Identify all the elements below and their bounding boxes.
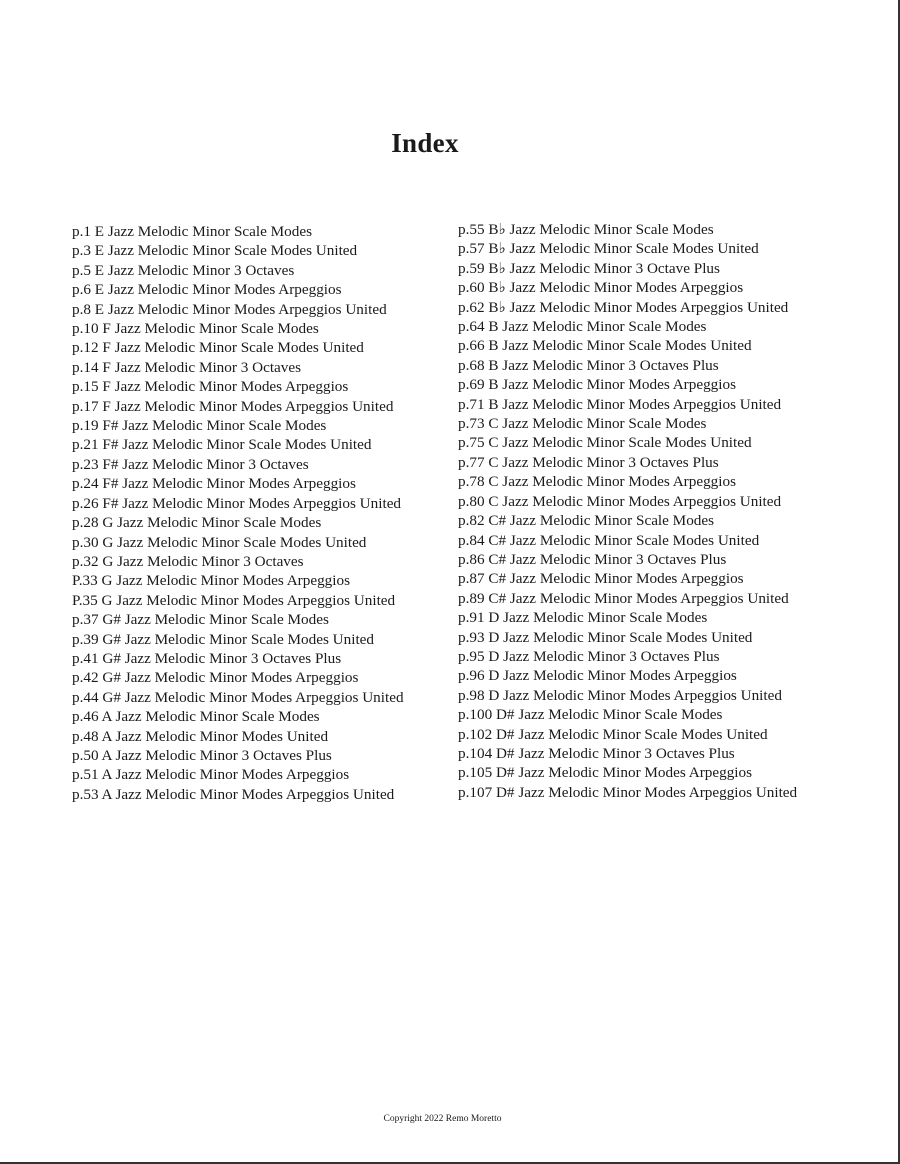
index-entry: p.98 D Jazz Melodic Minor Modes Arpeggios United <box>458 686 782 704</box>
index-entry: p.32 G Jazz Melodic Minor 3 Octaves <box>72 552 304 570</box>
index-entry: p.91 D Jazz Melodic Minor Scale Modes <box>458 609 708 627</box>
index-entry: p.78 C Jazz Melodic Minor Modes Arpeggios <box>458 473 736 491</box>
index-entry: p.12 F Jazz Melodic Minor Scale Modes United <box>72 339 364 357</box>
index-entry: p.50 A Jazz Melodic Minor 3 Octaves Plus <box>72 746 332 764</box>
index-entry: p.17 F Jazz Melodic Minor Modes Arpeggios United <box>72 397 394 415</box>
index-entry: p.30 G Jazz Melodic Minor Scale Modes United <box>72 533 367 551</box>
index-entry: P.33 G Jazz Melodic Minor Modes Arpeggios <box>72 572 350 590</box>
index-entry: p.1 E Jazz Melodic Minor Scale Modes <box>72 223 312 240</box>
index-entry: p.51 A Jazz Melodic Minor Modes Arpeggios <box>72 766 350 784</box>
index-entry: p.46 A Jazz Melodic Minor Scale Modes <box>72 708 320 726</box>
index-entry: p.69 B Jazz Melodic Minor Modes Arpeggios <box>458 376 736 394</box>
index-entry: p.8 E Jazz Melodic Minor Modes Arpeggios United <box>72 300 387 318</box>
index-entry: p.93 D Jazz Melodic Minor Scale Modes United <box>458 628 753 646</box>
index-entry: p.105 D# Jazz Melodic Minor Modes Arpeggios <box>458 764 753 782</box>
index-entry: p.87 C# Jazz Melodic Minor Modes Arpeggios <box>458 570 744 588</box>
index-entry: p.24 F# Jazz Melodic Minor Modes Arpeggios <box>72 475 356 493</box>
index-column-left <box>72 222 404 804</box>
index-entry: p.41 G# Jazz Melodic Minor 3 Octaves Plus <box>72 649 342 667</box>
index-entry: p.53 A Jazz Melodic Minor Modes Arpeggios United <box>72 785 395 803</box>
copyright-notice: Copyright 2022 Remo Moretto <box>383 1114 502 1124</box>
index-entry: p.37 G# Jazz Melodic Minor Scale Modes <box>72 611 329 629</box>
index-entry: p.66 B Jazz Melodic Minor Scale Modes United <box>458 337 752 355</box>
index-column-right <box>458 220 797 802</box>
index-entry: p.80 C Jazz Melodic Minor Modes Arpeggios United <box>458 492 782 510</box>
index-entry: p.57 B♭ Jazz Melodic Minor Scale Modes United <box>458 240 759 258</box>
index-entry: p.62 B♭ Jazz Melodic Minor Modes Arpeggios United <box>458 298 789 316</box>
index-entry: p.82 C# Jazz Melodic Minor Scale Modes <box>458 512 715 530</box>
index-entry: p.42 G# Jazz Melodic Minor Modes Arpeggios <box>72 669 359 687</box>
index-entry: p.100 D# Jazz Melodic Minor Scale Modes <box>458 706 723 724</box>
index-entry: p.6 E Jazz Melodic Minor Modes Arpeggios <box>72 281 342 299</box>
index-entry: p.96 D Jazz Melodic Minor Modes Arpeggios <box>458 667 737 685</box>
index-entry: p.14 F Jazz Melodic Minor 3 Octaves <box>72 358 302 376</box>
page-title: Index <box>391 128 459 159</box>
index-entry: p.102 D# Jazz Melodic Minor Scale Modes United <box>458 725 768 743</box>
index-entry: p.107 D# Jazz Melodic Minor Modes Arpeggios United <box>458 783 798 801</box>
index-entry: p.55 B♭ Jazz Melodic Minor Scale Modes <box>458 221 714 238</box>
index-entry: p.95 D Jazz Melodic Minor 3 Octaves Plus <box>458 647 720 665</box>
index-entry: p.26 F# Jazz Melodic Minor Modes Arpeggios United <box>72 494 402 512</box>
index-entry: P.35 G Jazz Melodic Minor Modes Arpeggios United <box>72 591 396 609</box>
index-entry: p.21 F# Jazz Melodic Minor Scale Modes United <box>72 436 372 454</box>
index-entry: p.73 C Jazz Melodic Minor Scale Modes <box>458 415 707 433</box>
index-entry: p.86 C# Jazz Melodic Minor 3 Octaves Plus <box>458 550 727 568</box>
index-entry: p.48 A Jazz Melodic Minor Modes United <box>72 727 329 745</box>
index-entry: p.75 C Jazz Melodic Minor Scale Modes United <box>458 434 752 452</box>
index-entry: p.3 E Jazz Melodic Minor Scale Modes United <box>72 242 358 260</box>
index-entry: p.71 B Jazz Melodic Minor Modes Arpeggios United <box>458 395 782 413</box>
index-entry: p.5 E Jazz Melodic Minor 3 Octaves <box>72 261 295 279</box>
index-entry: p.10 F Jazz Melodic Minor Scale Modes <box>72 320 319 338</box>
index-entry: p.28 G Jazz Melodic Minor Scale Modes <box>72 514 322 532</box>
index-entry: p.59 B♭ Jazz Melodic Minor 3 Octave Plus <box>458 259 720 277</box>
index-entry: p.64 B Jazz Melodic Minor Scale Modes <box>458 318 707 336</box>
index-entry: p.84 C# Jazz Melodic Minor Scale Modes United <box>458 531 760 549</box>
index-entry: p.68 B Jazz Melodic Minor 3 Octaves Plus <box>458 356 719 374</box>
index-entry: p.39 G# Jazz Melodic Minor Scale Modes United <box>72 630 374 648</box>
index-entry: p.104 D# Jazz Melodic Minor 3 Octaves Plus <box>458 744 735 762</box>
index-entry: p.23 F# Jazz Melodic Minor 3 Octaves <box>72 455 309 473</box>
index-entry: p.89 C# Jazz Melodic Minor Modes Arpeggios United <box>458 589 789 607</box>
index-entry: p.77 C Jazz Melodic Minor 3 Octaves Plus <box>458 453 719 471</box>
index-entry: p.15 F Jazz Melodic Minor Modes Arpeggios <box>72 378 349 396</box>
index-entry: p.60 B♭ Jazz Melodic Minor Modes Arpeggios <box>458 279 744 297</box>
index-entry: p.44 G# Jazz Melodic Minor Modes Arpeggios United <box>72 688 404 706</box>
index-entry: p.19 F# Jazz Melodic Minor Scale Modes <box>72 417 327 435</box>
